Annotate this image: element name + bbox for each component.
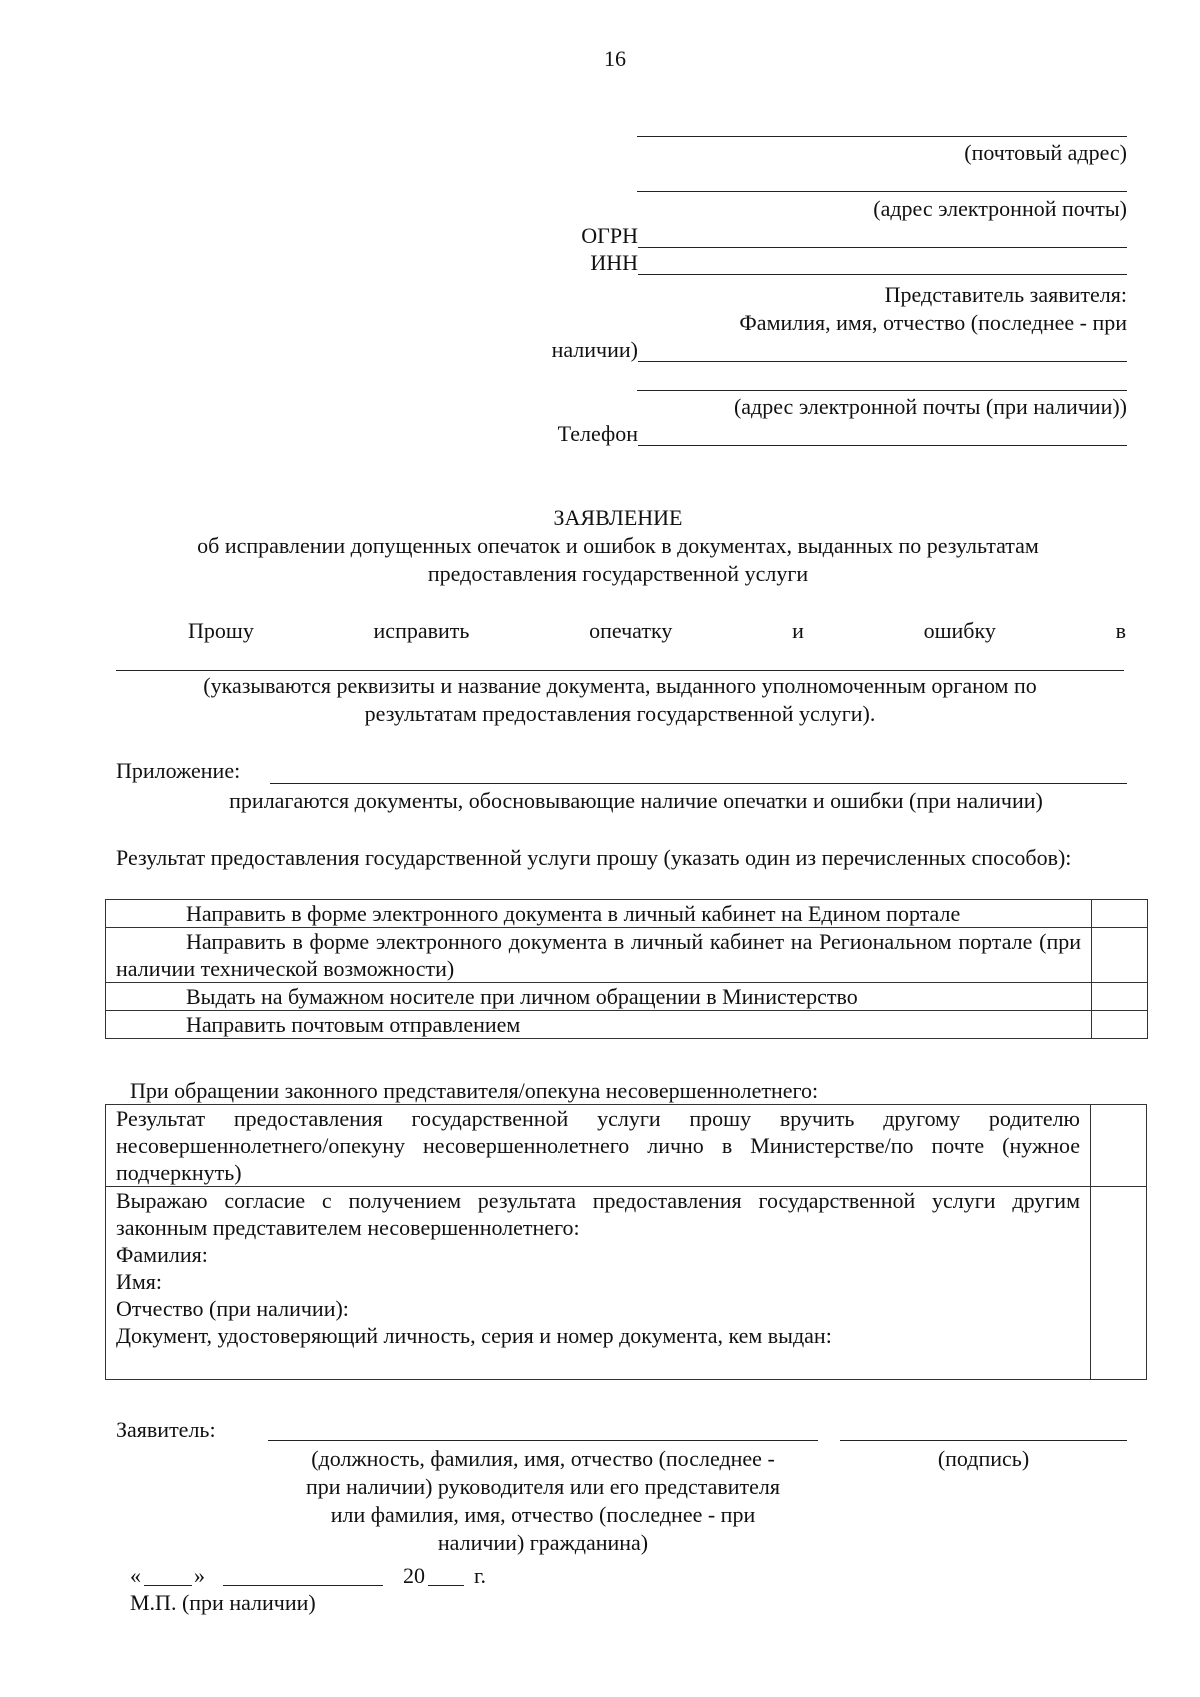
guardian-intro: При обращении законного представителя/опекуна несовершеннолетнего: [130, 1078, 819, 1103]
date-day-field[interactable] [144, 1585, 192, 1586]
result-option-checkbox[interactable] [1092, 928, 1148, 983]
document-details-field[interactable] [116, 670, 1124, 671]
request-word: Прошу [188, 618, 254, 643]
signature-caption: (подпись) [937, 1446, 1030, 1471]
guardian-field-surname[interactable]: Фамилия: [116, 1242, 208, 1267]
request-sentence [188, 618, 1126, 644]
representative-fio-line2: наличии) [551, 337, 638, 362]
guardian-consent-text: Выражаю согласие с получением результата предоставления государственной услуги другим законным представителем несовершеннолетнего: [116, 1188, 1080, 1240]
email-line[interactable] [637, 191, 1127, 192]
guardian-field-id-document[interactable]: Документ, удостоверяющий личность, серия и номер документа, кем выдан: [116, 1323, 832, 1348]
email-caption: (адрес электронной почты) [873, 196, 1127, 221]
result-option-row [106, 928, 1148, 983]
result-option-row [106, 1011, 1148, 1039]
rep-email-caption: (адрес электронной почты (при наличии)) [733, 394, 1127, 419]
guardian-field-name[interactable]: Имя: [116, 1269, 163, 1294]
result-option-text: Направить почтовым отправлением [106, 1011, 1092, 1039]
result-option-checkbox[interactable] [1092, 983, 1148, 1011]
date-year-field[interactable] [428, 1585, 464, 1586]
guardian-option-row [106, 1187, 1147, 1380]
representative-title: Представитель заявителя: [884, 282, 1127, 307]
page-number: 16 [604, 46, 626, 71]
stamp-label: М.П. (при наличии) [130, 1590, 316, 1615]
request-word: ошибку [923, 618, 996, 643]
name-caption-line1: (должность, фамилия, имя, отчество (последнее - [311, 1446, 775, 1471]
postal-address-line[interactable] [637, 136, 1127, 137]
phone-field[interactable] [638, 445, 1127, 446]
result-option-row [106, 983, 1148, 1011]
result-option-checkbox[interactable] [1092, 900, 1148, 928]
result-option-text: Направить в форме электронного документа в личный кабинет на Едином портале [106, 900, 1092, 928]
attachment-label: Приложение: [116, 758, 241, 783]
postal-address-caption: (почтовый адрес) [964, 140, 1127, 165]
guardian-option-text: Результат предоставления государственной услуги прошу вручить другому родителю несовершеннолетнего/опекуну несовершеннолетнего лично в Министерстве/по почте (нужное подчеркнуть) [106, 1105, 1091, 1187]
request-word: и [792, 618, 804, 643]
result-option-checkbox[interactable] [1092, 1011, 1148, 1039]
guardian-option-checkbox[interactable] [1091, 1105, 1147, 1187]
result-option-text: Выдать на бумажном носителе при личном обращении в Министерство [106, 983, 1092, 1011]
attachment-field[interactable] [270, 783, 1127, 784]
date-open-quote: « [130, 1563, 141, 1588]
document-title: ЗАЯВЛЕНИЕ [553, 505, 683, 530]
guardian-option-checkbox[interactable] [1091, 1187, 1147, 1380]
date-month-field[interactable] [223, 1585, 383, 1586]
attachment-caption: прилагаются документы, обосновывающие наличие опечатки и ошибки (при наличии) [229, 788, 1043, 813]
document-subtitle-line2: предоставления государственной услуги [427, 561, 809, 586]
representative-fio-line1: Фамилия, имя, отчество (последнее - при [739, 310, 1127, 335]
rep-email-line[interactable] [637, 390, 1127, 391]
request-word: опечатку [589, 618, 673, 643]
guardian-field-patronymic[interactable]: Отчество (при наличии): [116, 1296, 349, 1321]
document-details-caption-line1: (указываются реквизиты и название документа, выданного уполномоченным органом по [203, 673, 1037, 698]
result-option-text: Направить в форме электронного документа в личный кабинет на Региональном портале (при наличии технической возможности) [106, 928, 1092, 983]
ogrn-label: ОГРН [581, 223, 638, 248]
inn-label: ИНН [590, 250, 638, 275]
result-method-intro: Результат предоставления государственной услуги прошу (указать один из перечисленных способов): [116, 845, 1072, 870]
guardian-consent-cell [106, 1187, 1091, 1380]
applicant-signature-field[interactable] [840, 1440, 1127, 1441]
request-word: исправить [373, 618, 470, 643]
guardian-option-row [106, 1105, 1147, 1187]
applicant-label: Заявитель: [116, 1417, 216, 1442]
date-close-quote: » [194, 1563, 205, 1588]
document-subtitle-line1: об исправлении допущенных опечаток и ошибок в документах, выданных по результатам [197, 533, 1039, 558]
result-method-table [105, 899, 1148, 1039]
name-caption-line4: наличии) гражданина) [437, 1530, 649, 1555]
date-year-suffix: г. [474, 1563, 487, 1588]
phone-label: Телефон [557, 421, 638, 446]
ogrn-field[interactable] [638, 247, 1127, 248]
result-option-row [106, 900, 1148, 928]
name-caption-line2: при наличии) руководителя или его представителя [305, 1474, 781, 1499]
inn-field[interactable] [638, 274, 1127, 275]
representative-fio-field[interactable] [638, 361, 1127, 362]
applicant-name-field[interactable] [268, 1440, 818, 1441]
name-caption-line3: или фамилия, имя, отчество (последнее - при [330, 1502, 756, 1527]
guardian-table [105, 1104, 1147, 1380]
request-word: в [1115, 618, 1126, 643]
document-details-caption-line2: результатам предоставления государственной услуги). [364, 701, 876, 726]
date-year-prefix: 20 [403, 1563, 425, 1588]
